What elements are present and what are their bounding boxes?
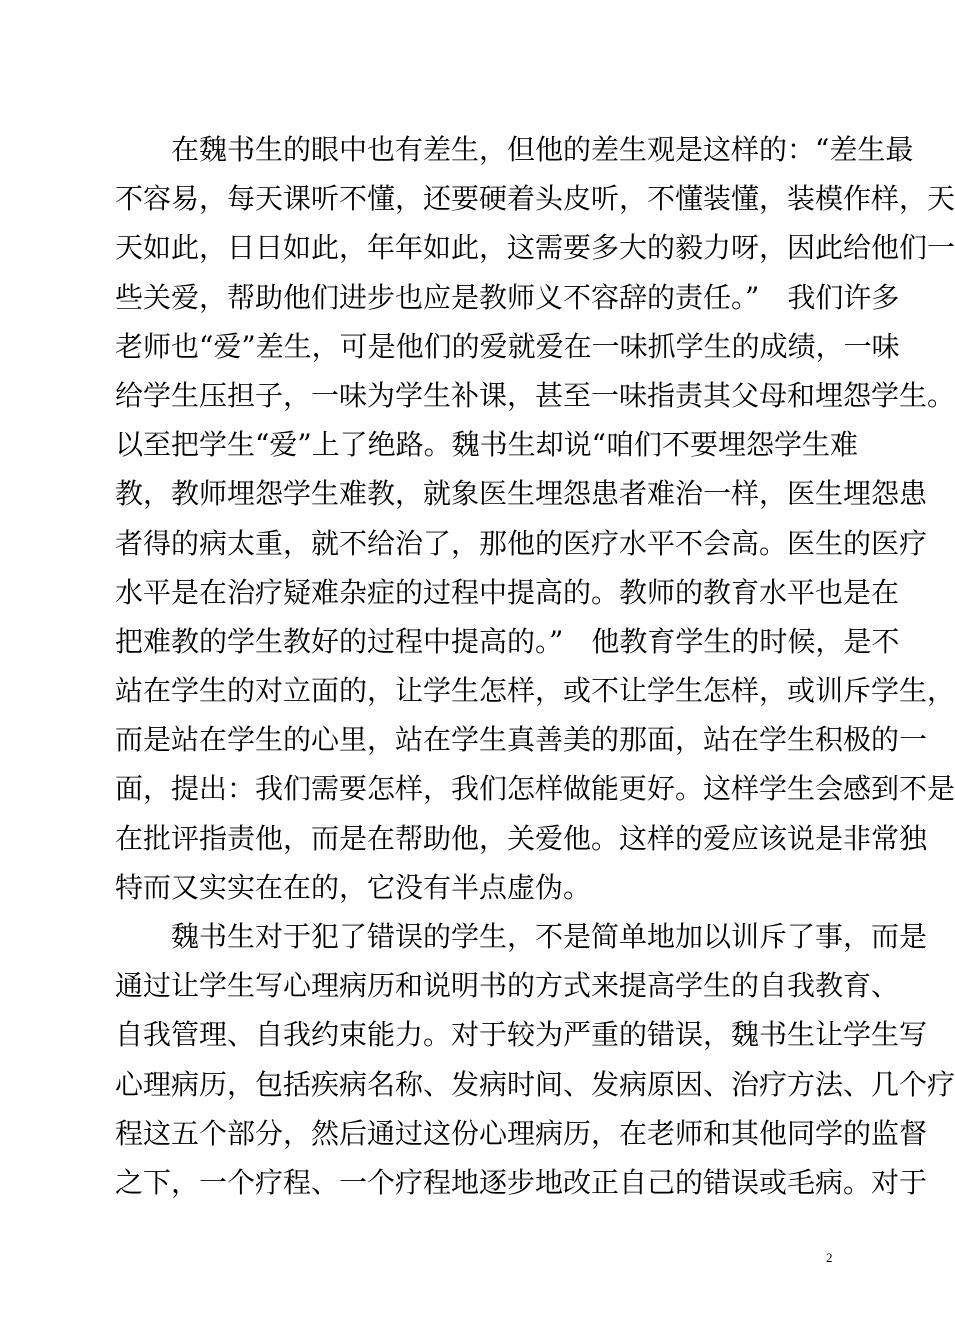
text-line: 程这五个部分，然后通过这份心理病历，在老师和其他同学的监督 [115, 1116, 928, 1150]
text-line: 给学生压担子，一味为学生补课，甚至一味指责其父母和埋怨学生。 [115, 378, 955, 412]
text-line: 水平是在治疗疑难杂症的过程中提高的。教师的教育水平也是在 [115, 575, 900, 609]
text-line: 在魏书生的眼中也有差生，但他的差生观是这样的：“差生最 [115, 133, 914, 166]
text-line: 教，教师埋怨学生难教，就象医生埋怨患者难治一样，医生埋怨患 [115, 477, 928, 511]
text-line: 面，提出：我们需要怎样，我们怎样做能更好。这样学生会感到不是 [115, 772, 955, 806]
text-line: 特而又实实在在的，它没有半点虚伪。 [115, 870, 592, 904]
body-text [115, 125, 955, 1207]
text-line: 心理病历，包括疾病名称、发病时间、发病原因、治疗方法、几个疗 [115, 1067, 955, 1101]
page-number: 2 [826, 1250, 833, 1265]
text-line: 者得的病太重，就不给治了，那他的医疗水平不会高。医生的医疗 [115, 526, 928, 560]
text-line: 而是站在学生的心里，站在学生真善美的那面，站在学生积极的一 [115, 723, 928, 757]
text-line: 些关爱，帮助他们进步也应是教师义不容辞的责任。” 我们许多 [115, 280, 900, 314]
text-line: 站在学生的对立面的，让学生怎样，或不让学生怎样，或训斥学生， [115, 674, 955, 708]
text-line: 之下，一个疗程、一个疗程地逐步地改正自己的错误或毛病。对于 [115, 1165, 928, 1199]
text-line: 在批评指责他，而是在帮助他，关爱他。这样的爱应该说是非常独 [115, 821, 928, 855]
text-line: 以至把学生“爱”上了绝路。魏书生却说“咱们不要埋怨学生难 [115, 428, 858, 462]
text-line: 老师也“爱”差生，可是他们的爱就爱在一味抓学生的成绩，一味 [115, 329, 900, 363]
text-line: 通过让学生写心理病历和说明书的方式来提高学生的自我教育、 [115, 969, 900, 1003]
text-line: 自我管理、自我约束能力。对于较为严重的错误，魏书生让学生写 [115, 1018, 928, 1052]
text-line: 天如此，日日如此，年年如此，这需要多大的毅力呀，因此给他们一 [115, 231, 955, 265]
text-line: 不容易，每天课听不懂，还要硬着头皮听，不懂装懂，装模作样，天 [115, 182, 955, 216]
text-line: 把难教的学生教好的过程中提高的。” 他教育学生的时候，是不 [115, 624, 900, 658]
text-line: 魏书生对于犯了错误的学生，不是简单地加以训斥了事，而是 [115, 920, 928, 953]
